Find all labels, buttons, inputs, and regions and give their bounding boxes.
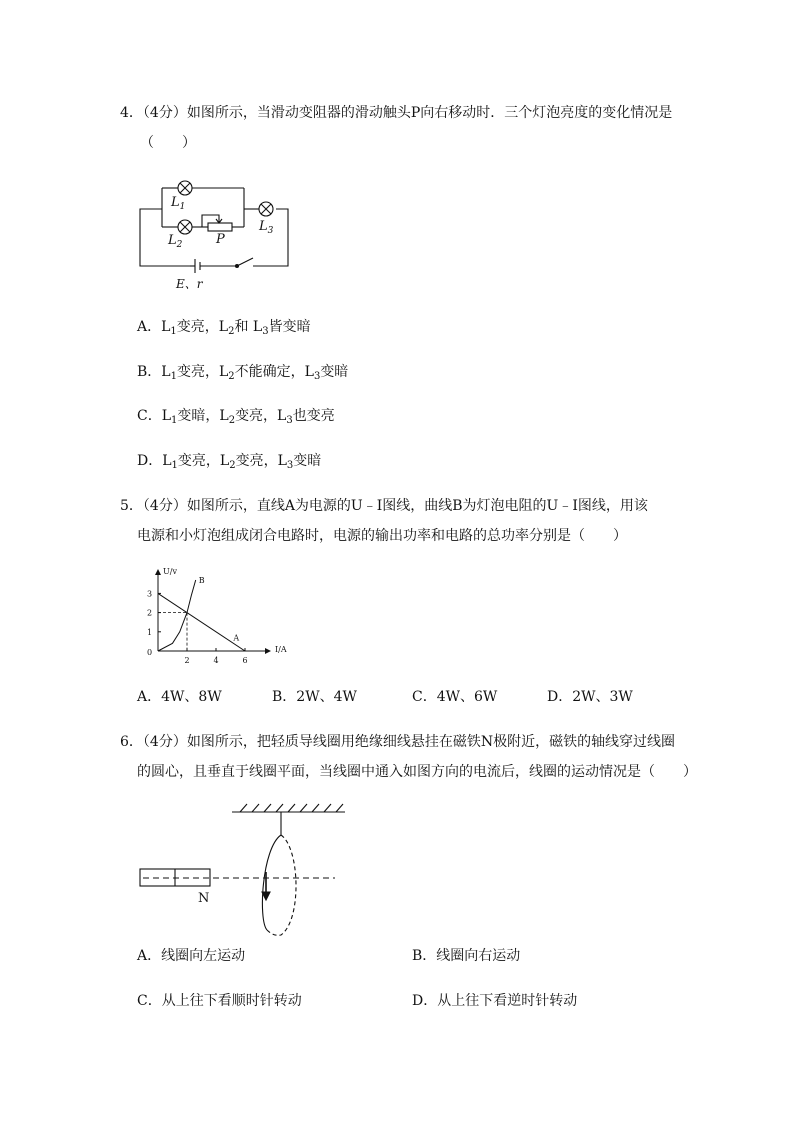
q5-option-c[interactable]: C．4W、6W [412, 689, 498, 705]
chart-origin-label: 0 [147, 648, 153, 657]
coil-front [262, 835, 281, 930]
series-label-a: A [233, 633, 240, 643]
q5-option-b[interactable]: B．2W、4W [272, 689, 357, 705]
label-l3: $L_3$ [259, 219, 274, 236]
y-tick-label-1: 1 [147, 627, 153, 637]
label-l2: $L_2$ [168, 233, 183, 250]
q4-option-d[interactable]: D．$L_1$变亮，$L_2$变亮，$L_3$变暗 [137, 453, 322, 471]
series-label-b: B [198, 575, 205, 585]
ceiling-hatch [240, 804, 343, 812]
q4-stem-line2: （ ） [140, 135, 196, 151]
q4-option-c[interactable]: C．$L_1$变暗，$L_2$变亮，$L_3$也变亮 [137, 408, 335, 426]
x-tick-label-4: 4 [213, 656, 219, 665]
q5-stem-line1: 5．（4分）如图所示，直线A为电源的U﹣I图线，曲线B为灯泡电阻的U﹣I图线，用该 [120, 498, 648, 514]
q6-option-c[interactable]: C．从上往下看顺时针转动 [137, 993, 302, 1009]
label-p: P [216, 232, 225, 247]
q4-option-b[interactable]: B．$L_1$变亮，$L_2$不能确定，$L_3$变暗 [137, 364, 349, 382]
label-l1: $L_1$ [171, 195, 186, 212]
q4-option-a[interactable]: A．$L_1$变亮，$L_2$和 $L_3$皆变暗 [137, 319, 311, 337]
q6-stem-line1: 6．（4分）如图所示，把轻质导线圈用绝缘细线悬挂在磁铁N极附近，磁铁的轴线穿过线圈 [120, 734, 676, 750]
label-n: N [198, 891, 210, 906]
q6-option-d[interactable]: D．从上往下看逆时针转动 [412, 993, 578, 1009]
chart-y-label: U/v [163, 567, 177, 576]
q5-option-a[interactable]: A．4W、8W [137, 689, 222, 705]
label-source: E、r [176, 277, 203, 291]
x-tick-label-6: 6 [242, 656, 248, 665]
q5-stem-line2: 电源和小灯泡组成闭合电路时，电源的输出功率和电路的总功率分别是（ ） [137, 528, 627, 544]
q4-stem-line1: 4．（4分）如图所示，当滑动变阻器的滑动触头P向右移动时．三个灯泡亮度的变化情况是 [120, 105, 673, 121]
y-tick-label-3: 3 [147, 589, 153, 599]
q6-stem-line2: 的圆心，且垂直于线圈平面，当线圈中通入如图方向的电流后，线圈的运动情况是（ ） [137, 764, 697, 780]
q6-option-b[interactable]: B．线圈向右运动 [412, 948, 521, 964]
chart-x-label: I/A [275, 645, 287, 654]
q5-option-d[interactable]: D．2W、3W [547, 689, 633, 705]
y-tick-label-2: 2 [147, 608, 153, 618]
x-tick-label-2: 2 [184, 656, 190, 665]
q6-option-a[interactable]: A．线圈向左运动 [137, 948, 246, 964]
